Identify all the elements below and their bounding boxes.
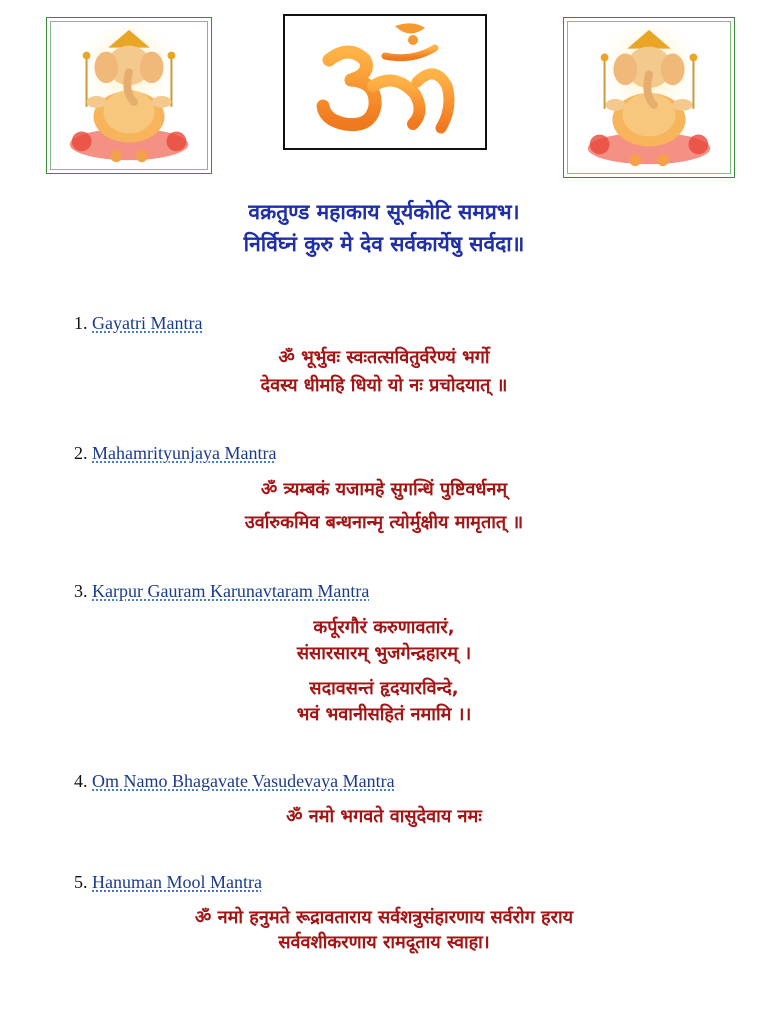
section-number: 2.	[74, 443, 88, 463]
section-title: Om Namo Bhagavate Vasudevaya Mantra	[92, 771, 395, 791]
section-heading	[74, 872, 262, 893]
mantra-line: सर्ववशीकरणाय रामदूताय स्वाहा।	[278, 932, 490, 953]
mantra-line: कर्पूरगौरं करुणावतारं,	[313, 617, 455, 638]
section-heading	[74, 443, 276, 464]
ganesha-icon	[564, 18, 734, 177]
section-title: Mahamrityunjaya Mantra	[92, 443, 277, 463]
section-number: 4.	[74, 771, 88, 791]
mantra-line: उर्वारुकमिव बन्धनान्मृ त्योर्मुक्षीय मामृतात् ॥	[244, 512, 524, 533]
ganesha-icon	[47, 18, 211, 173]
section-number: 3.	[74, 581, 88, 601]
mantra-line: भवं भवानीसहितं नमामि ।।	[296, 704, 472, 725]
section-heading	[74, 771, 395, 792]
shloka-line-1: वक्रतुण्ड महाकाय सूर्यकोटि समप्रभ।	[248, 200, 520, 224]
section-number: 5.	[74, 872, 88, 892]
shloka-line-2: निर्विघ्नं कुरु मे देव सर्वकार्येषु सर्वदा॥	[243, 232, 525, 256]
mantra-line: ॐ नमो हनुमते रूद्रावताराय सर्वशत्रुसंहारणाय सर्वरोग हराय	[194, 907, 574, 928]
ganesha-image-left	[46, 17, 212, 174]
section-number: 1.	[74, 313, 88, 333]
section-title: Hanuman Mool Mantra	[92, 872, 262, 892]
mantra-line: ॐ त्र्यम्बकं यजामहे सुगन्धिं पुष्टिवर्धनम्	[260, 479, 508, 500]
section-heading	[74, 313, 202, 334]
mantra-line: ॐ नमो भगवते वासुदेवाय नमः	[286, 806, 482, 827]
section-title: Karpur Gauram Karunavtaram Mantra	[92, 581, 370, 601]
om-symbol-image	[283, 14, 487, 150]
mantra-line: ॐ भूर्भुवः स्वःतत्सवितुर्वरेण्यं भर्गो	[278, 347, 490, 368]
om-icon	[285, 16, 485, 148]
mantra-line: देवस्य धीमहि धियो यो नः प्रचोदयात् ॥	[260, 375, 508, 396]
section-title: Gayatri Mantra	[92, 313, 203, 333]
ganesha-image-right	[563, 17, 735, 178]
section-heading	[74, 581, 369, 602]
mantra-line: सदावसन्तं हृदयारविन्दे,	[309, 678, 459, 699]
mantra-line: संसारसारम् भुजगेन्द्रहारम् ।	[296, 643, 472, 664]
